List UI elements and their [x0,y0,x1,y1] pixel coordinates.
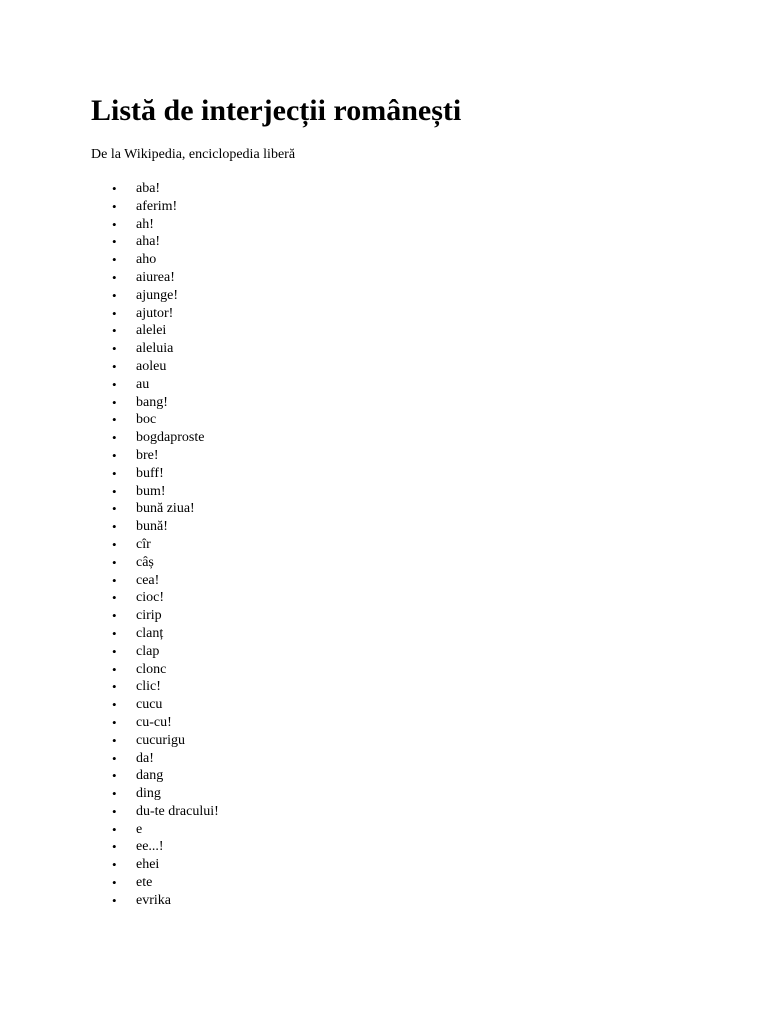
list-item: • cucurigu [91,732,731,750]
list-item: • du-te dracului! [91,803,731,821]
list-item: • clap [91,643,731,661]
list-item: • cirip [91,607,731,625]
list-item: • ee...! [91,838,731,856]
list-item: • clic! [91,678,731,696]
list-item: • ete [91,874,731,892]
list-item: • câș [91,554,731,572]
list-item: • cioc! [91,589,731,607]
list-item: • ding [91,785,731,803]
list-item: • aha! [91,233,731,251]
list-item: • aferim! [91,198,731,216]
list-item: • ajunge! [91,287,731,305]
interjection-list [91,180,731,910]
list-item: • buff! [91,465,731,483]
list-item: • bre! [91,447,731,465]
list-item: • evrika [91,892,731,910]
list-item: • bum! [91,483,731,501]
page-subtitle: De la Wikipedia, enciclopedia liberă [91,147,296,162]
list-item: • cu-cu! [91,714,731,732]
list-item: • bang! [91,394,731,412]
list-item: • da! [91,750,731,768]
list-item: • cucu [91,696,731,714]
list-item: • bună ziua! [91,500,731,518]
page-title: Listă de interjecții românești [91,94,462,127]
list-item: • aho [91,251,731,269]
list-item: • alelei [91,322,731,340]
list-item: • aiurea! [91,269,731,287]
list-item: • boc [91,411,731,429]
list-item: • cîr [91,536,731,554]
document-page [91,92,731,910]
list-item: • au [91,376,731,394]
list-item: • bună! [91,518,731,536]
list-item: • clanț [91,625,731,643]
list-item: • ah! [91,216,731,234]
list-item: • ehei [91,856,731,874]
list-item: • e [91,821,731,839]
list-item: • aleluia [91,340,731,358]
list-item: • aba! [91,180,731,198]
list-item: • clonc [91,661,731,679]
list-item: • ajutor! [91,305,731,323]
list-item: • bogdaproste [91,429,731,447]
list-item: • dang [91,767,731,785]
list-item: • cea! [91,572,731,590]
list-item: • aoleu [91,358,731,376]
